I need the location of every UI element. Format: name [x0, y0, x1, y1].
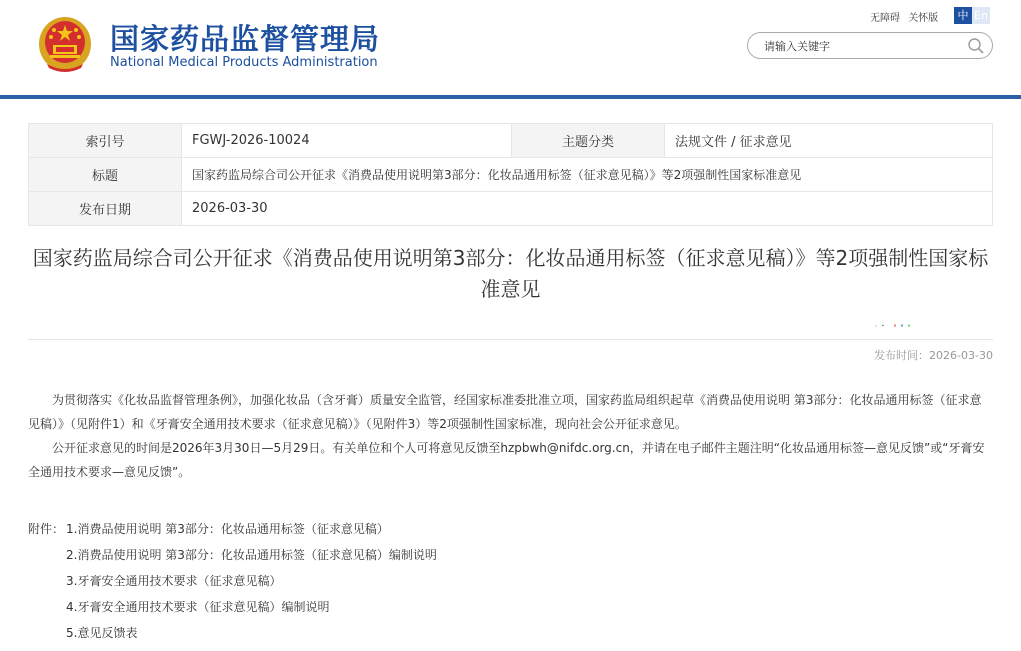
- attachments-label: 附件：: [28, 522, 65, 536]
- category-label: 主题分类: [512, 124, 665, 158]
- search-icon[interactable]: [967, 37, 985, 55]
- attachment-link-3[interactable]: 3.牙膏安全通用技术要求（征求意见稿）: [66, 574, 282, 588]
- download-icon[interactable]: [875, 317, 877, 334]
- attachment-link-2[interactable]: 2.消费品使用说明 第3部分：化妆品通用标签（征求意见稿）编制说明: [66, 548, 437, 562]
- attachments: [28, 516, 993, 646]
- header-divider: [0, 95, 1021, 99]
- weibo-share-icon[interactable]: [894, 317, 896, 334]
- tools-gap: [889, 317, 890, 334]
- lang-en-button[interactable]: En: [972, 7, 990, 24]
- date-label: 发布日期: [29, 192, 182, 226]
- wechat-share-icon[interactable]: [908, 317, 910, 334]
- accessibility-link[interactable]: 无障碍: [870, 13, 900, 24]
- date-value: 2026-03-30: [182, 192, 993, 226]
- qzone-share-icon[interactable]: [901, 317, 903, 334]
- search-box: [747, 32, 993, 59]
- attachment-link-1[interactable]: 1.消费品使用说明 第3部分：化妆品通用标签（征求意见稿）: [66, 522, 389, 536]
- national-emblem-icon: [37, 14, 93, 72]
- list-item: [28, 594, 993, 620]
- article-tools: [875, 317, 910, 334]
- list-item: [28, 542, 993, 568]
- article-body: [28, 388, 993, 484]
- list-item: [28, 568, 993, 594]
- attachment-link-4[interactable]: 4.牙膏安全通用技术要求（征求意见稿）编制说明: [66, 600, 330, 614]
- category-value: 法规文件 / 征求意见: [665, 124, 993, 158]
- body-paragraph: 为贯彻落实《化妆品监督管理条例》，加强化妆品（含牙膏）质量安全监管，经国家标准委批准立项，国家药监局组织起草《消费品使用说明 第3部分：化妆品通用标签（征求意见稿）》（见附件1）和《牙膏安全通用技术要求（征求意见稿）》（见附件3）等2项强制性国家标准，现向社会公开征求意见。: [28, 393, 982, 431]
- document-info-table: [28, 123, 993, 226]
- article-title: 国家药监局综合司公开征求《消费品使用说明第3部分：化妆品通用标签（征求意见稿）》等2项强制性国家标准意见: [32, 246, 989, 301]
- lang-zh-button[interactable]: 中: [954, 7, 972, 24]
- top-links: [870, 9, 943, 24]
- body-paragraph: 公开征求意见的时间是2026年3月30日—5月29日。有关单位和个人可将意见反馈至hzpbwh@nifdc.org.cn，并请在电子邮件主题注明“化妆品通用标签—意见反馈”或“牙膏安全通用技术要求—意见反馈”。: [28, 441, 985, 479]
- title-label: 标题: [29, 158, 182, 192]
- table-row: [29, 192, 993, 226]
- title-value: 国家药监局综合司公开征求《消费品使用说明第3部分：化妆品通用标签（征求意见稿）》等2项强制性国家标准意见: [182, 158, 993, 192]
- care-mode-link[interactable]: 关怀版: [908, 13, 939, 24]
- publish-time: 发布时间：2026-03-30: [874, 349, 993, 362]
- language-switch: [954, 7, 990, 24]
- list-item: [28, 620, 993, 646]
- site-title-cn[interactable]: 国家药品监督管理局: [110, 22, 381, 56]
- print-icon[interactable]: [882, 317, 884, 334]
- table-row: [29, 158, 993, 192]
- search-input[interactable]: [764, 38, 964, 54]
- index-value: FGWJ-2026-10024: [182, 124, 512, 158]
- attachment-link-5[interactable]: 5.意见反馈表: [66, 626, 138, 640]
- site-title-en[interactable]: National Medical Products Administration: [110, 55, 378, 70]
- site-header: [0, 0, 1021, 96]
- list-item: [28, 516, 993, 542]
- table-row: [29, 124, 993, 158]
- index-label: 索引号: [29, 124, 182, 158]
- title-divider: [28, 339, 993, 340]
